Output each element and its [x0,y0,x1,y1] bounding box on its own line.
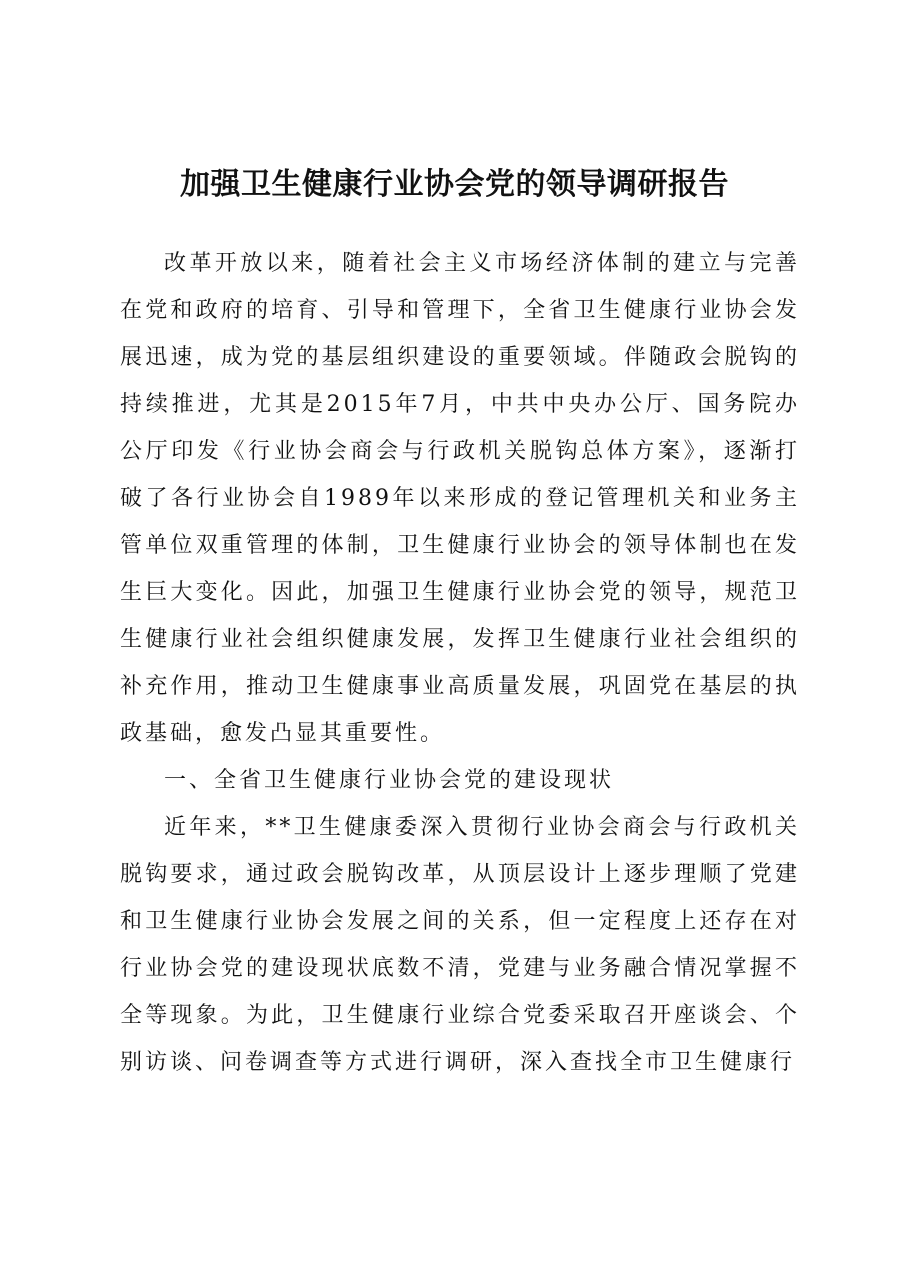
section-heading: 一、全省卫生健康行业协会党的建设现状 [164,768,615,793]
document-body [120,240,800,1086]
section-paragraph: 近年来，**卫生健康委深入贯彻行业协会商会与行政机关脱钩要求，通过政会脱钩改革，从顶层设计上逐步理顺了党建和卫生健康行业协会发展之间的关系，但一定程度上还存在对行业协会党的建设现状底数不清，党建与业务融合情况掌握不全等现象。为此，卫生健康行业综合党委采取召开座谈会、个别访谈、问卷调查等方式进行调研，深入查找全市卫生健康行 [120,815,800,1075]
document-title: 加强卫生健康行业协会党的领导调研报告 [180,167,729,202]
intro-paragraph: 改革开放以来，随着社会主义市场经济体制的建立与完善在党和政府的培育、引导和管理下，全省卫生健康行业协会发展迅速，成为党的基层组织建设的重要领域。伴随政会脱钩的持续推进，尤其是2015年7月，中共中央办公厅、国务院办公厅印发《行业协会商会与行政机关脱钩总体方案》，逐渐打破了各行业协会自1989年以来形成的登记管理机关和业务主管单位双重管理的体制，卫生健康行业协会的领导体制也在发生巨大变化。因此，加强卫生健康行业协会党的领导，规范卫生健康行业社会组织健康发展，发挥卫生健康行业社会组织的补充作用，推动卫生健康事业高质量发展，巩固党在基层的执政基础，愈发凸显其重要性。 [120,251,800,746]
